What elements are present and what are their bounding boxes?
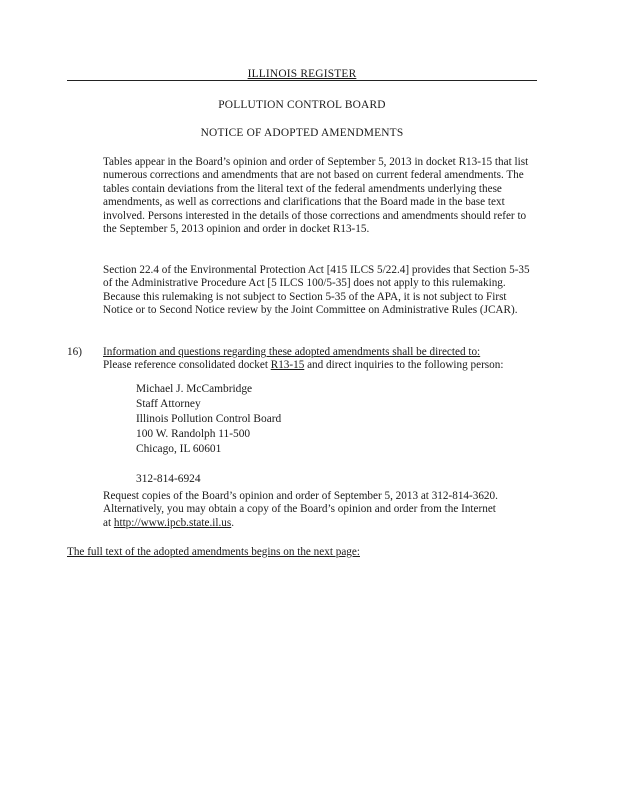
copies-line-3: at http://www.ipcb.state.il.us. — [103, 516, 235, 529]
agency-title: POLLUTION CONTROL BOARD — [218, 99, 386, 111]
copies-line-2: Alternatively, you may obtain a copy of the Board’s opinion and order from the Internet — [103, 503, 496, 516]
copies-line-1: Request copies of the Board’s opinion and order of September 5, 2013 at 312-814-3620. — [103, 490, 498, 502]
contact-phone: 312-814-6924 — [136, 473, 201, 485]
item16-block — [103, 346, 535, 373]
contact-city: Chicago, IL 60601 — [136, 443, 222, 455]
register-title: ILLINOIS REGISTER — [247, 68, 357, 80]
ipcb-website-link[interactable]: http://www.ipcb.state.il.us — [113, 516, 232, 529]
item-number: 16) — [67, 346, 82, 358]
notice-title: NOTICE OF ADOPTED AMENDMENTS — [200, 127, 404, 139]
tables-paragraph — [103, 156, 535, 236]
contact-block — [136, 382, 496, 487]
section-paragraph — [103, 264, 535, 318]
next-page-notice: The full text of the adopted amendments begins on the next page: — [67, 546, 360, 558]
tables-text: Tables appear in the Board’s opinion and order of September 5, 2013 in docket R13-15 that list numerous corrections and amendments that are not based on current federal amendments. The tables contain deviations from the literal text of the federal amendments underlying these amendments, as well as corrections and clarifications that the Board made in the base text involved. Persons interested in the details of those corrections and amendments should refer to the September 5, 2013 opinion and order in docket R13-15. — [103, 156, 529, 236]
header-rule — [67, 80, 537, 81]
section-text: Section 22.4 of the Environmental Protection Act [415 ILCS 5/22.4] provides that Section 5-35 of the Administrative Procedure Act [5 ILCS 100/5-35] does not apply to this rulemaking. Because this rulemaking is not subject to Section 5-35 of the APA, it is not subject to First Notice or to Second Notice review by the Joint Committee on Administrative Rules (JCAR). — [103, 264, 530, 317]
contact-name: Michael J. McCambridge — [136, 383, 253, 395]
copies-paragraph — [103, 490, 535, 530]
item16-heading: Information and questions regarding these adopted amendments shall be directed to: — [103, 346, 481, 358]
item16-reference: Please reference consolidated docket R13-15 and direct inquiries to the following person: — [103, 359, 504, 372]
docket-link[interactable]: R13-15 — [270, 359, 305, 372]
contact-street: 100 W. Randolph 11-500 — [136, 428, 251, 440]
contact-title: Staff Attorney — [136, 398, 201, 410]
contact-org: Illinois Pollution Control Board — [136, 413, 282, 425]
